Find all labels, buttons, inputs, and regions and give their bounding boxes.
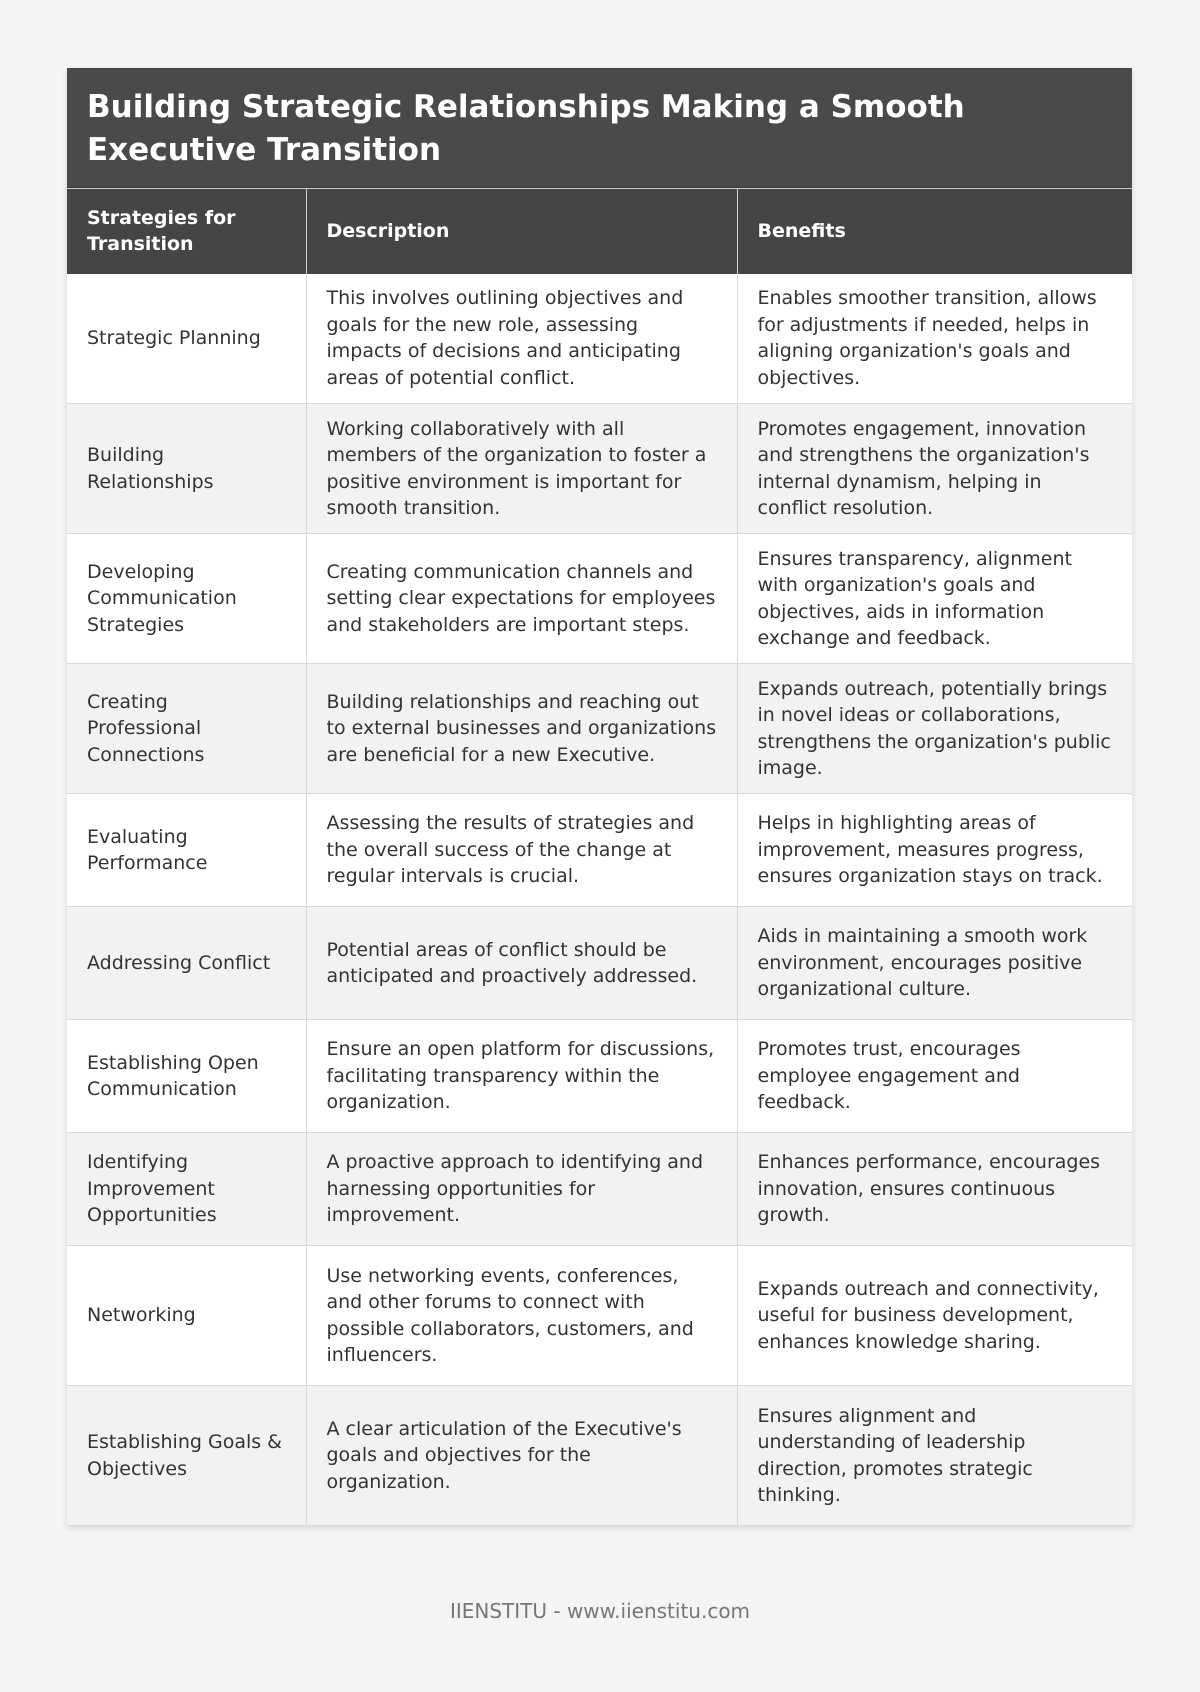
strategy-cell: Strategic Planning (67, 274, 306, 404)
strategy-cell: Establishing Goals & Objectives (67, 1386, 306, 1526)
column-header-benefits: Benefits (737, 189, 1132, 274)
table-row (67, 1386, 1132, 1526)
description-cell: A proactive approach to identifying and harnessing opportunities for improvement. (306, 1133, 737, 1246)
description-cell: Creating communication channels and setting clear expectations for employees and stakeholders are important steps. (306, 534, 737, 664)
table-header-row (67, 189, 1132, 274)
strategy-cell: Networking (67, 1246, 306, 1386)
strategy-cell: Building Relationships (67, 404, 306, 534)
benefits-cell: Helps in highlighting areas of improvement, measures progress, ensures organization stays on track. (737, 794, 1132, 907)
table-row (67, 1246, 1132, 1386)
description-cell: A clear articulation of the Executive's goals and objectives for the organization. (306, 1386, 737, 1526)
strategy-cell: Creating Professional Connections (67, 664, 306, 794)
table-row (67, 534, 1132, 664)
table-row (67, 794, 1132, 907)
description-cell: Assessing the results of strategies and the overall success of the change at regular intervals is crucial. (306, 794, 737, 907)
strategy-table-card (67, 68, 1132, 1526)
benefits-cell: Expands outreach, potentially brings in novel ideas or collaborations, strengthens the organization's public image. (737, 664, 1132, 794)
table-row (67, 664, 1132, 794)
description-cell: Use networking events, conferences, and other forums to connect with possible collaborators, customers, and influencers. (306, 1246, 737, 1386)
page-title: Building Strategic Relationships Making a Smooth Executive Transition (87, 89, 965, 168)
column-header-strategy: Strategies for Transition (67, 189, 306, 274)
strategy-cell: Addressing Conflict (67, 907, 306, 1020)
benefits-cell: Promotes engagement, innovation and strengthens the organization's internal dynamism, helping in conflict resolution. (737, 404, 1132, 534)
strategy-cell: Identifying Improvement Opportunities (67, 1133, 306, 1246)
description-cell: This involves outlining objectives and goals for the new role, assessing impacts of decisions and anticipating areas of potential conflict. (306, 274, 737, 404)
benefits-cell: Expands outreach and connectivity, useful for business development, enhances knowledge sharing. (737, 1246, 1132, 1386)
footer-credit: IIENSTITU - www.iienstitu.com (449, 1599, 751, 1623)
benefits-cell: Promotes trust, encourages employee engagement and feedback. (737, 1020, 1132, 1133)
benefits-cell: Ensures alignment and understanding of leadership direction, promotes strategic thinking. (737, 1386, 1132, 1526)
benefits-cell: Ensures transparency, alignment with organization's goals and objectives, aids in information exchange and feedback. (737, 534, 1132, 664)
table-row (67, 907, 1132, 1020)
table-row (67, 1133, 1132, 1246)
strategy-cell: Establishing Open Communication (67, 1020, 306, 1133)
description-cell: Potential areas of conflict should be anticipated and proactively addressed. (306, 907, 737, 1020)
strategy-cell: Developing Communication Strategies (67, 534, 306, 664)
benefits-cell: Enables smoother transition, allows for adjustments if needed, helps in aligning organization's goals and objectives. (737, 274, 1132, 404)
title-bar (67, 68, 1132, 188)
column-header-description: Description (306, 189, 737, 274)
table-row (67, 274, 1132, 404)
benefits-cell: Aids in maintaining a smooth work environment, encourages positive organizational culture. (737, 907, 1132, 1020)
strategy-cell: Evaluating Performance (67, 794, 306, 907)
description-cell: Building relationships and reaching out to external businesses and organizations are beneficial for a new Executive. (306, 664, 737, 794)
description-cell: Working collaboratively with all members of the organization to foster a positive environment is important for smooth transition. (306, 404, 737, 534)
table-row (67, 1020, 1132, 1133)
table-row (67, 404, 1132, 534)
description-cell: Ensure an open platform for discussions, facilitating transparency within the organization. (306, 1020, 737, 1133)
benefits-cell: Enhances performance, encourages innovation, ensures continuous growth. (737, 1133, 1132, 1246)
strategy-table (67, 188, 1132, 1526)
